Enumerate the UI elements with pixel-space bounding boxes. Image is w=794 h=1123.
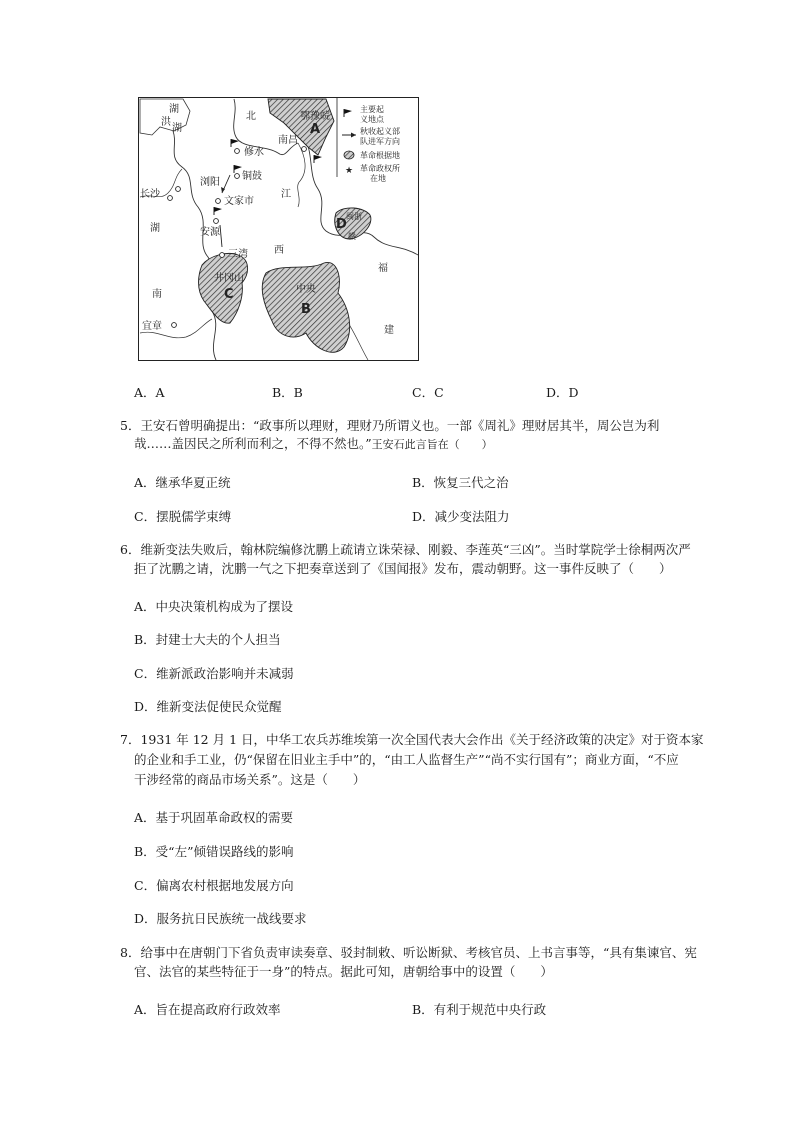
- q6-option-a[interactable]: A．中央决策机构成为了摆设: [134, 599, 294, 614]
- q7-stem-line1: 7．1931 年 12 月 1 日，中华工农兵苏维埃第一次全国代表大会作出《关于经济政策的决定》对于资本家: [120, 732, 704, 747]
- label-jiang: 江: [281, 189, 291, 200]
- label-zhongyang: 中央: [296, 284, 316, 295]
- q5-stem-line1: 5．王安石曾明确提出：“政事所以理财，理财乃所谓义也。一部《周礼》理财居其半，周公岂为利: [120, 418, 660, 433]
- q6-stem-line1: 6．维新变法失败后，翰林院编修沈鹏上疏请立诛荣禄、刚毅、李莲英“三凶”。当时掌院学士徐桐两次严: [120, 542, 691, 557]
- label-hu-top: 湖: [169, 104, 179, 115]
- label-hu-top2: 湖: [172, 123, 182, 134]
- legend-text-3: 革命根据地: [360, 151, 400, 160]
- point-yichang: [172, 323, 177, 328]
- label-bei: 北: [246, 111, 256, 122]
- label-fu: 福: [378, 263, 388, 274]
- q6-option-c[interactable]: C．维新派政治影响并未减弱: [134, 666, 294, 681]
- label-jinggangshan: 井冈山: [214, 273, 244, 284]
- q8-stem-line2: 官、法官的某些特征于一身”的特点。据此可知，唐朝给事中的设置（ ）: [134, 964, 553, 979]
- label-jian: 建: [384, 325, 394, 336]
- label-tonggu: 铜鼓: [242, 171, 262, 182]
- label-liuyang: 浏阳: [200, 177, 220, 188]
- q4-option-a[interactable]: A．A: [134, 385, 165, 400]
- q7-stem-line3: 干涉经常的商品市场关系”。这是（ ）: [134, 772, 366, 787]
- legend-star-icon: ★: [345, 166, 354, 176]
- label-minzhe: 闽浙: [346, 212, 362, 221]
- letter-A: A: [310, 122, 321, 137]
- q7-option-b[interactable]: B．受“左”倾错误路线的影响: [134, 844, 294, 859]
- q5-option-c[interactable]: C．摆脱儒学束缚: [134, 509, 232, 524]
- q4-option-c[interactable]: C．C: [412, 385, 444, 400]
- q5-stem-line2a: 哉……盖因民之所利而利之，不得不然也。”: [134, 436, 372, 451]
- label-wenjiashi: 文家市: [224, 196, 254, 207]
- point-xiushui: [235, 149, 240, 154]
- q6-option-b[interactable]: B．封建士大夫的个人担当: [134, 632, 281, 647]
- point-sanwan: [220, 253, 225, 258]
- q8-option-a[interactable]: A．旨在提高政府行政效率: [134, 1002, 281, 1017]
- legend-text-4b: 在地: [370, 174, 386, 183]
- point-liuyang: [176, 187, 181, 192]
- label-nanchang: 南昌: [278, 135, 298, 146]
- point-wenjiashi: [216, 199, 221, 204]
- q5-stem-line2: [134, 434, 493, 455]
- label-hong: 洪: [161, 117, 171, 128]
- q8-stem-line1: 8．给事中在唐朝门下省负责审读奏章、驳封制敕、听讼断狱、考核官员、上书言事等，“具有集谏官、宪: [120, 945, 697, 960]
- legend-text-1b: 义地点: [360, 115, 384, 124]
- q5-option-d[interactable]: D．减少变法阻力: [412, 509, 510, 524]
- q5-option-a[interactable]: A．继承华夏正统: [134, 475, 231, 490]
- point-tonggu: [235, 174, 240, 179]
- q7-stem-line2: 的企业和手工业，仍“保留在旧业主手中”的，“由工人监督生产”“尚不实行国有”；商业方面，“不应: [134, 752, 679, 767]
- legend-hatch-icon: [344, 151, 354, 159]
- point-nanchang: [302, 147, 307, 152]
- revolution-base-map: [138, 97, 419, 361]
- label-hunan-hu: 湖: [150, 223, 160, 234]
- point-changsha: [168, 196, 173, 201]
- q6-option-d[interactable]: D．维新变法促使民众觉醒: [134, 699, 282, 714]
- label-changsha: 长沙: [140, 189, 160, 200]
- label-eyuwan: 鄂豫皖: [300, 111, 330, 122]
- q7-option-c[interactable]: C．偏离农村根据地发展方向: [134, 878, 294, 893]
- q5-option-b[interactable]: B．恢复三代之治: [412, 475, 509, 490]
- label-xiushui: 修水: [244, 147, 264, 158]
- q6-stem-line2: 拒了沈鹏之请，沈鹏一气之下把奏章送到了《国闻报》发布，震动朝野。这一事件反映了（ ）: [134, 561, 672, 576]
- label-yichang: 宜章: [142, 321, 162, 332]
- q7-option-d[interactable]: D．服务抗日民族统一战线要求: [134, 911, 307, 926]
- q4-option-b[interactable]: B．B: [272, 385, 303, 400]
- letter-B: B: [301, 302, 311, 317]
- label-xi: 西: [274, 245, 284, 256]
- label-gan: 赣: [348, 232, 356, 241]
- label-anyuan: 安源: [200, 227, 220, 238]
- point-anyuan: [214, 219, 219, 224]
- q8-option-b[interactable]: B．有利于规范中央行政: [412, 1002, 547, 1017]
- legend-text-1a: 主要起: [360, 105, 384, 114]
- letter-D: D: [336, 217, 347, 232]
- legend-text-2a: 秋收起义部: [360, 127, 400, 136]
- q5-stem-line2b: 王安石此言旨在（ ）: [371, 438, 493, 451]
- label-hunan-nan: 南: [152, 289, 162, 300]
- legend-text-2b: 队进军方向: [360, 137, 400, 146]
- q4-option-d[interactable]: D．D: [546, 385, 579, 400]
- letter-C: C: [224, 287, 234, 302]
- label-sanwan: 三湾: [228, 249, 248, 260]
- legend-text-4a: 革命政权所: [360, 164, 400, 173]
- q7-option-a[interactable]: A．基于巩固革命政权的需要: [134, 810, 294, 825]
